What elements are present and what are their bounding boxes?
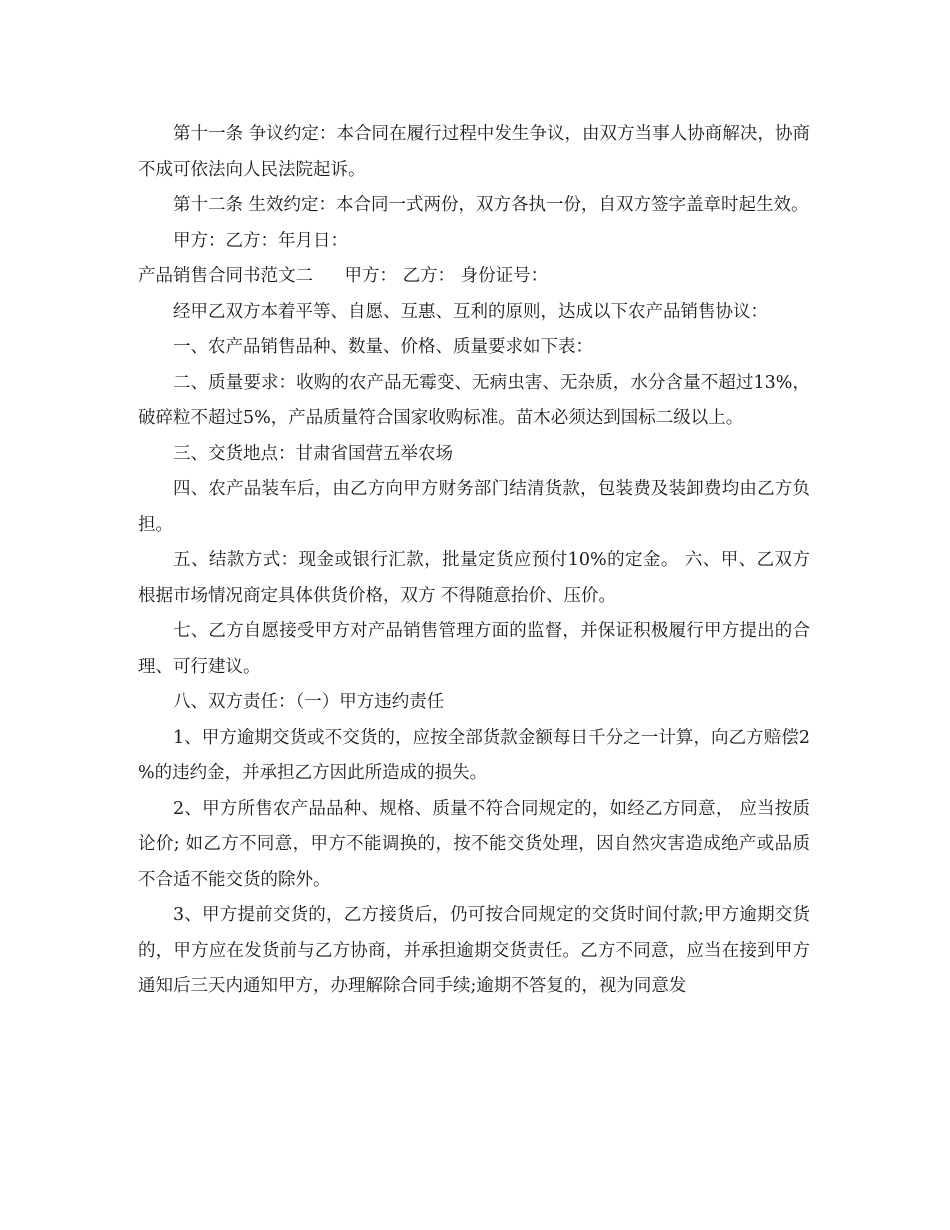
second-contract-parties: 甲方： 乙方： 身份证号： [344, 266, 549, 286]
paragraph-clause-1: 一、农产品销售品种、数量、价格、质量要求如下表： [173, 337, 593, 357]
paragraph-article-11: 第十一条 争议约定：本合同在履行过程中发生争议，由双方当事人协商解决，协商不成可依法向人民法院起诉。 [138, 124, 810, 180]
paragraph-signature-line: 甲方：乙方：年月日： [173, 230, 348, 251]
second-contract-header [138, 259, 810, 295]
paragraph-clause-4: 四、农产品装车后，由乙方向甲方财务部门结清货款，包装费及装卸费均由乙方负担。 [138, 479, 810, 535]
paragraph-article-12: 第十二条 生效约定：本合同一式两份，双方各执一份，自双方签字盖章时起生效。 [173, 195, 809, 215]
paragraph-clause-5-6: 五、结款方式：现金或银行汇款，批量定货应预付10%的定金。 六、甲、乙双方根据市场情况商定具体供货价格，双方 不得随意抬价、压价。 [138, 550, 810, 606]
paragraph-clause-8: 八、双方责任：（一）甲方违约责任 [173, 692, 445, 712]
second-contract-title: 产品销售合同书范文二 [138, 266, 313, 286]
document-body [138, 117, 810, 1005]
paragraph-liability-3: 3、甲方提前交货的，乙方接货后，仍可按合同规定的交货时间付款;甲方逾期交货的，甲方应在发货前与乙方协商，并承担逾期交货责任。乙方不同意，应当在接到甲方通知后三天内通知甲方，办理解除合同手续;逾期不答复的，视为同意发 [138, 905, 810, 996]
paragraph-liability-2: 2、甲方所售农产品品种、规格、质量不符合同规定的，如经乙方同意， 应当按质论价; 如乙方不同意，甲方不能调换的，按不能交货处理，因自然灾害造成绝产或品质不合适不能交货的除外。 [138, 798, 810, 890]
paragraph-preamble: 经甲乙双方本着平等、自愿、互惠、互利的原则，达成以下农产品销售协议： [173, 301, 768, 322]
paragraph-clause-7: 七、乙方自愿接受甲方对产品销售管理方面的监督，并保证积极履行甲方提出的合理、可行建议。 [138, 621, 810, 677]
paragraph-clause-2: 二、质量要求：收购的农产品无霉变、无病虫害、无杂质，水分含量不超过13%，破碎粒不超过5%，产品质量符合国家收购标准。苗木必须达到国标二级以上。 [138, 372, 810, 428]
paragraph-liability-1: 1、甲方逾期交货或不交货的，应按全部货款金额每日千分之一计算，向乙方赔偿2 %的违约金，并承担乙方因此所造成的损失。 [138, 727, 810, 783]
paragraph-clause-3: 三、交货地点：甘肃省国营五举农场 [173, 443, 453, 464]
